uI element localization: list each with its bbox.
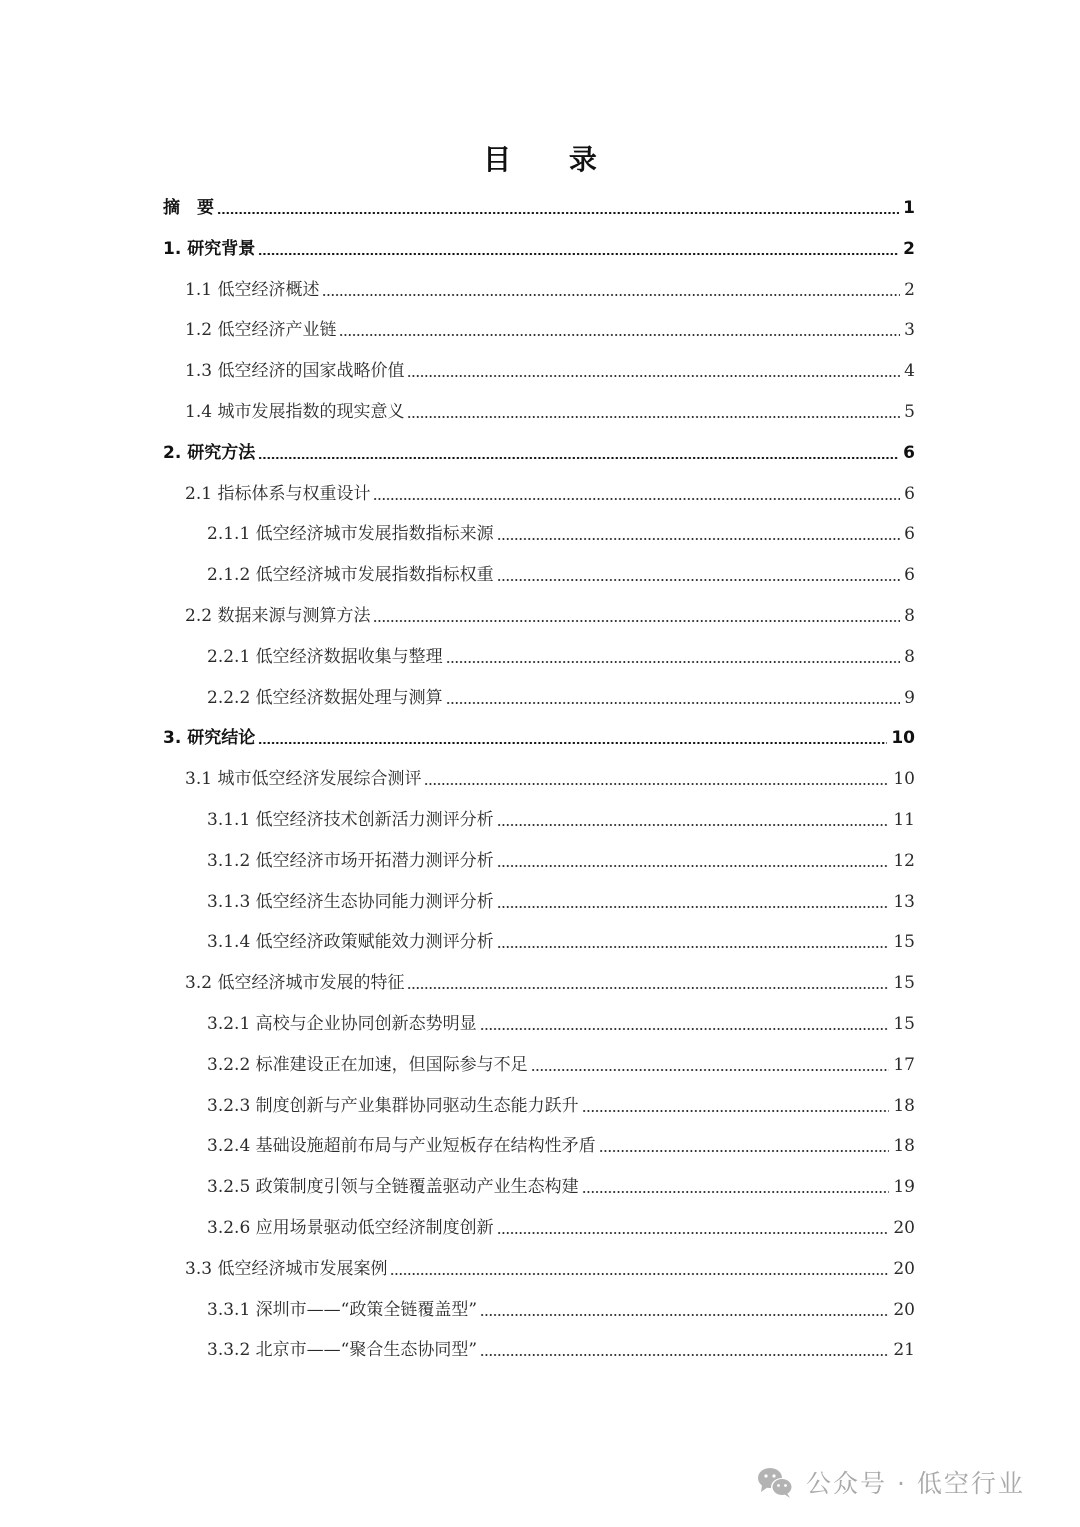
toc-entry-page: 11: [893, 810, 915, 830]
toc-entry-page: 10: [893, 769, 915, 790]
toc-entry-page: 2: [904, 279, 915, 300]
dot-leader: [217, 212, 899, 214]
toc-entry-page: 3: [904, 320, 915, 341]
toc-entry[interactable]: [163, 433, 915, 473]
toc-entry[interactable]: [207, 555, 915, 595]
dot-leader: [322, 294, 900, 296]
toc-entry[interactable]: [207, 1004, 915, 1044]
toc-entry-label: 3. 研究结论: [163, 728, 256, 749]
dot-leader: [582, 1191, 890, 1193]
toc-entry-label: 3.3.2 北京市——“聚合生态协同型”: [207, 1340, 478, 1361]
dot-leader: [480, 1314, 889, 1316]
toc-entry[interactable]: [207, 514, 915, 554]
toc-entry[interactable]: [207, 800, 915, 840]
toc-entry-page: 6: [904, 483, 915, 504]
toc-entry[interactable]: [163, 229, 915, 269]
dot-leader: [497, 906, 890, 908]
toc-entry[interactable]: [207, 1290, 915, 1330]
toc-entry[interactable]: [207, 1167, 915, 1207]
watermark: [756, 1462, 1025, 1502]
toc-entry-label: 3.2 低空经济城市发展的特征: [185, 973, 405, 994]
toc-entry-label: 1.1 低空经济概述: [185, 279, 320, 300]
toc-entry[interactable]: [207, 637, 915, 677]
toc-entry[interactable]: [185, 392, 915, 432]
toc-entry-page: 6: [904, 524, 915, 545]
dot-leader: [258, 253, 899, 255]
toc-entry-page: 8: [904, 606, 915, 626]
toc-entry[interactable]: [185, 351, 915, 391]
toc-entry-label: 3.2.6 应用场景驱动低空经济制度创新: [207, 1218, 494, 1238]
page-title: 目 录: [483, 143, 621, 176]
dot-leader: [531, 1069, 890, 1071]
toc-entry-page: 5: [904, 402, 915, 422]
toc-entry-page: 13: [893, 891, 915, 912]
toc-entry-page: 18: [893, 1095, 915, 1116]
toc-entry-page: 6: [903, 442, 915, 463]
toc-entry-label: 3.1.2 低空经济市场开拓潜力测评分析: [207, 850, 494, 871]
toc-entry[interactable]: [185, 310, 915, 350]
dot-leader: [497, 579, 901, 581]
dot-leader: [497, 946, 890, 948]
toc-entry-label: 2.2 数据来源与测算方法: [185, 606, 371, 626]
toc-entry[interactable]: [207, 678, 915, 718]
toc-entry-label: 3.2.3 制度创新与产业集群协同驱动生态能力跃升: [207, 1095, 579, 1116]
toc-entry-page: 10: [891, 728, 915, 749]
dot-leader: [497, 538, 901, 540]
toc-entry[interactable]: [207, 1086, 915, 1126]
toc-entry-label: 2.2.1 低空经济数据收集与整理: [207, 646, 443, 667]
toc-entry-label: 3.2.2 标准建设正在加速，但国际参与不足: [207, 1054, 528, 1075]
toc-entry-label: 摘 要: [163, 198, 214, 218]
toc-entry-page: 6: [904, 565, 915, 586]
dot-leader: [446, 702, 901, 704]
toc-entry[interactable]: [185, 270, 915, 310]
toc-entry-label: 2.1 指标体系与权重设计: [185, 483, 371, 504]
dot-leader: [407, 987, 889, 989]
toc-entry-label: 1. 研究背景: [163, 238, 256, 259]
toc-entry[interactable]: [207, 922, 915, 962]
toc-entry-page: 12: [893, 850, 915, 871]
toc-entry-page: 20: [893, 1258, 915, 1279]
toc-entry-page: 21: [893, 1340, 915, 1361]
toc-entry-page: 18: [893, 1136, 915, 1157]
toc-entry-label: 2. 研究方法: [163, 442, 256, 463]
toc-entry[interactable]: [207, 1330, 915, 1370]
dot-leader: [480, 1028, 890, 1030]
dot-leader: [599, 1150, 890, 1152]
dot-leader: [497, 865, 890, 867]
toc-entry-page: 4: [904, 361, 915, 382]
toc-entry-page: 20: [893, 1299, 915, 1320]
toc-entry-label: 2.1.1 低空经济城市发展指数指标来源: [207, 524, 494, 545]
toc-entry[interactable]: [185, 596, 915, 636]
toc-entry[interactable]: [207, 1126, 915, 1166]
toc-entry-label: 3.3 低空经济城市发展案例: [185, 1258, 388, 1279]
toc-entry[interactable]: [185, 474, 915, 514]
toc-entry-label: 1.2 低空经济产业链: [185, 320, 337, 341]
toc-entry-label: 3.2.4 基础设施超前布局与产业短板存在结构性矛盾: [207, 1136, 596, 1157]
toc-entry-label: 3.2.5 政策制度引领与全链覆盖驱动产业生态构建: [207, 1177, 579, 1198]
toc-entry[interactable]: [207, 882, 915, 922]
toc-entry-label: 2.2.2 低空经济数据处理与测算: [207, 687, 443, 708]
toc-entry[interactable]: [207, 1208, 915, 1248]
toc-entry-page: 15: [893, 973, 915, 994]
toc-entry-label: 1.4 城市发展指数的现实意义: [185, 402, 405, 422]
toc-entry[interactable]: [207, 1045, 915, 1085]
toc-entry[interactable]: [185, 759, 915, 799]
toc-entry-label: 2.1.2 低空经济城市发展指数指标权重: [207, 565, 494, 586]
dot-leader: [339, 334, 900, 336]
toc-entry-label: 3.1.3 低空经济生态协同能力测评分析: [207, 891, 494, 912]
toc-entry-page: 2: [903, 238, 915, 259]
toc-entry[interactable]: [185, 1249, 915, 1289]
toc-entry[interactable]: [185, 963, 915, 1003]
dot-leader: [258, 457, 899, 459]
dot-leader: [390, 1273, 889, 1275]
toc-entry-page: 9: [904, 687, 915, 708]
toc-entry-page: 17: [893, 1054, 915, 1075]
toc-entry-label: 3.1.4 低空经济政策赋能效力测评分析: [207, 932, 494, 953]
toc-entry-label: 1.3 低空经济的国家战略价值: [185, 361, 405, 382]
toc-entry-page: 15: [893, 1014, 915, 1034]
dot-leader: [497, 1232, 890, 1234]
dot-leader: [258, 742, 887, 744]
toc-entry[interactable]: [207, 841, 915, 881]
toc-entry[interactable]: [163, 188, 915, 228]
toc-entry-page: 20: [893, 1218, 915, 1238]
toc-entry[interactable]: [163, 718, 915, 758]
dot-leader: [373, 620, 900, 622]
watermark-text: 公众号 · 低空行业: [806, 1469, 1025, 1498]
dot-leader: [446, 661, 901, 663]
dot-leader: [497, 824, 890, 826]
toc-entry-page: 19: [893, 1177, 915, 1198]
toc-entry-label: 3.1 城市低空经济发展综合测评: [185, 769, 422, 790]
toc-entry-label: 3.3.1 深圳市——“政策全链覆盖型”: [207, 1299, 478, 1320]
dot-leader: [582, 1110, 890, 1112]
toc-entry-label: 3.2.1 高校与企业协同创新态势明显: [207, 1014, 477, 1034]
dot-leader: [407, 416, 900, 418]
toc-entry-label: 3.1.1 低空经济技术创新活力测评分析: [207, 810, 494, 830]
dot-leader: [407, 375, 900, 377]
dot-leader: [424, 783, 889, 785]
toc-entry-page: 8: [904, 646, 915, 667]
wechat-icon: [756, 1465, 796, 1499]
dot-leader: [480, 1354, 889, 1356]
toc-entry-page: 15: [893, 932, 915, 953]
dot-leader: [373, 498, 900, 500]
toc-entry-page: 1: [903, 198, 915, 218]
